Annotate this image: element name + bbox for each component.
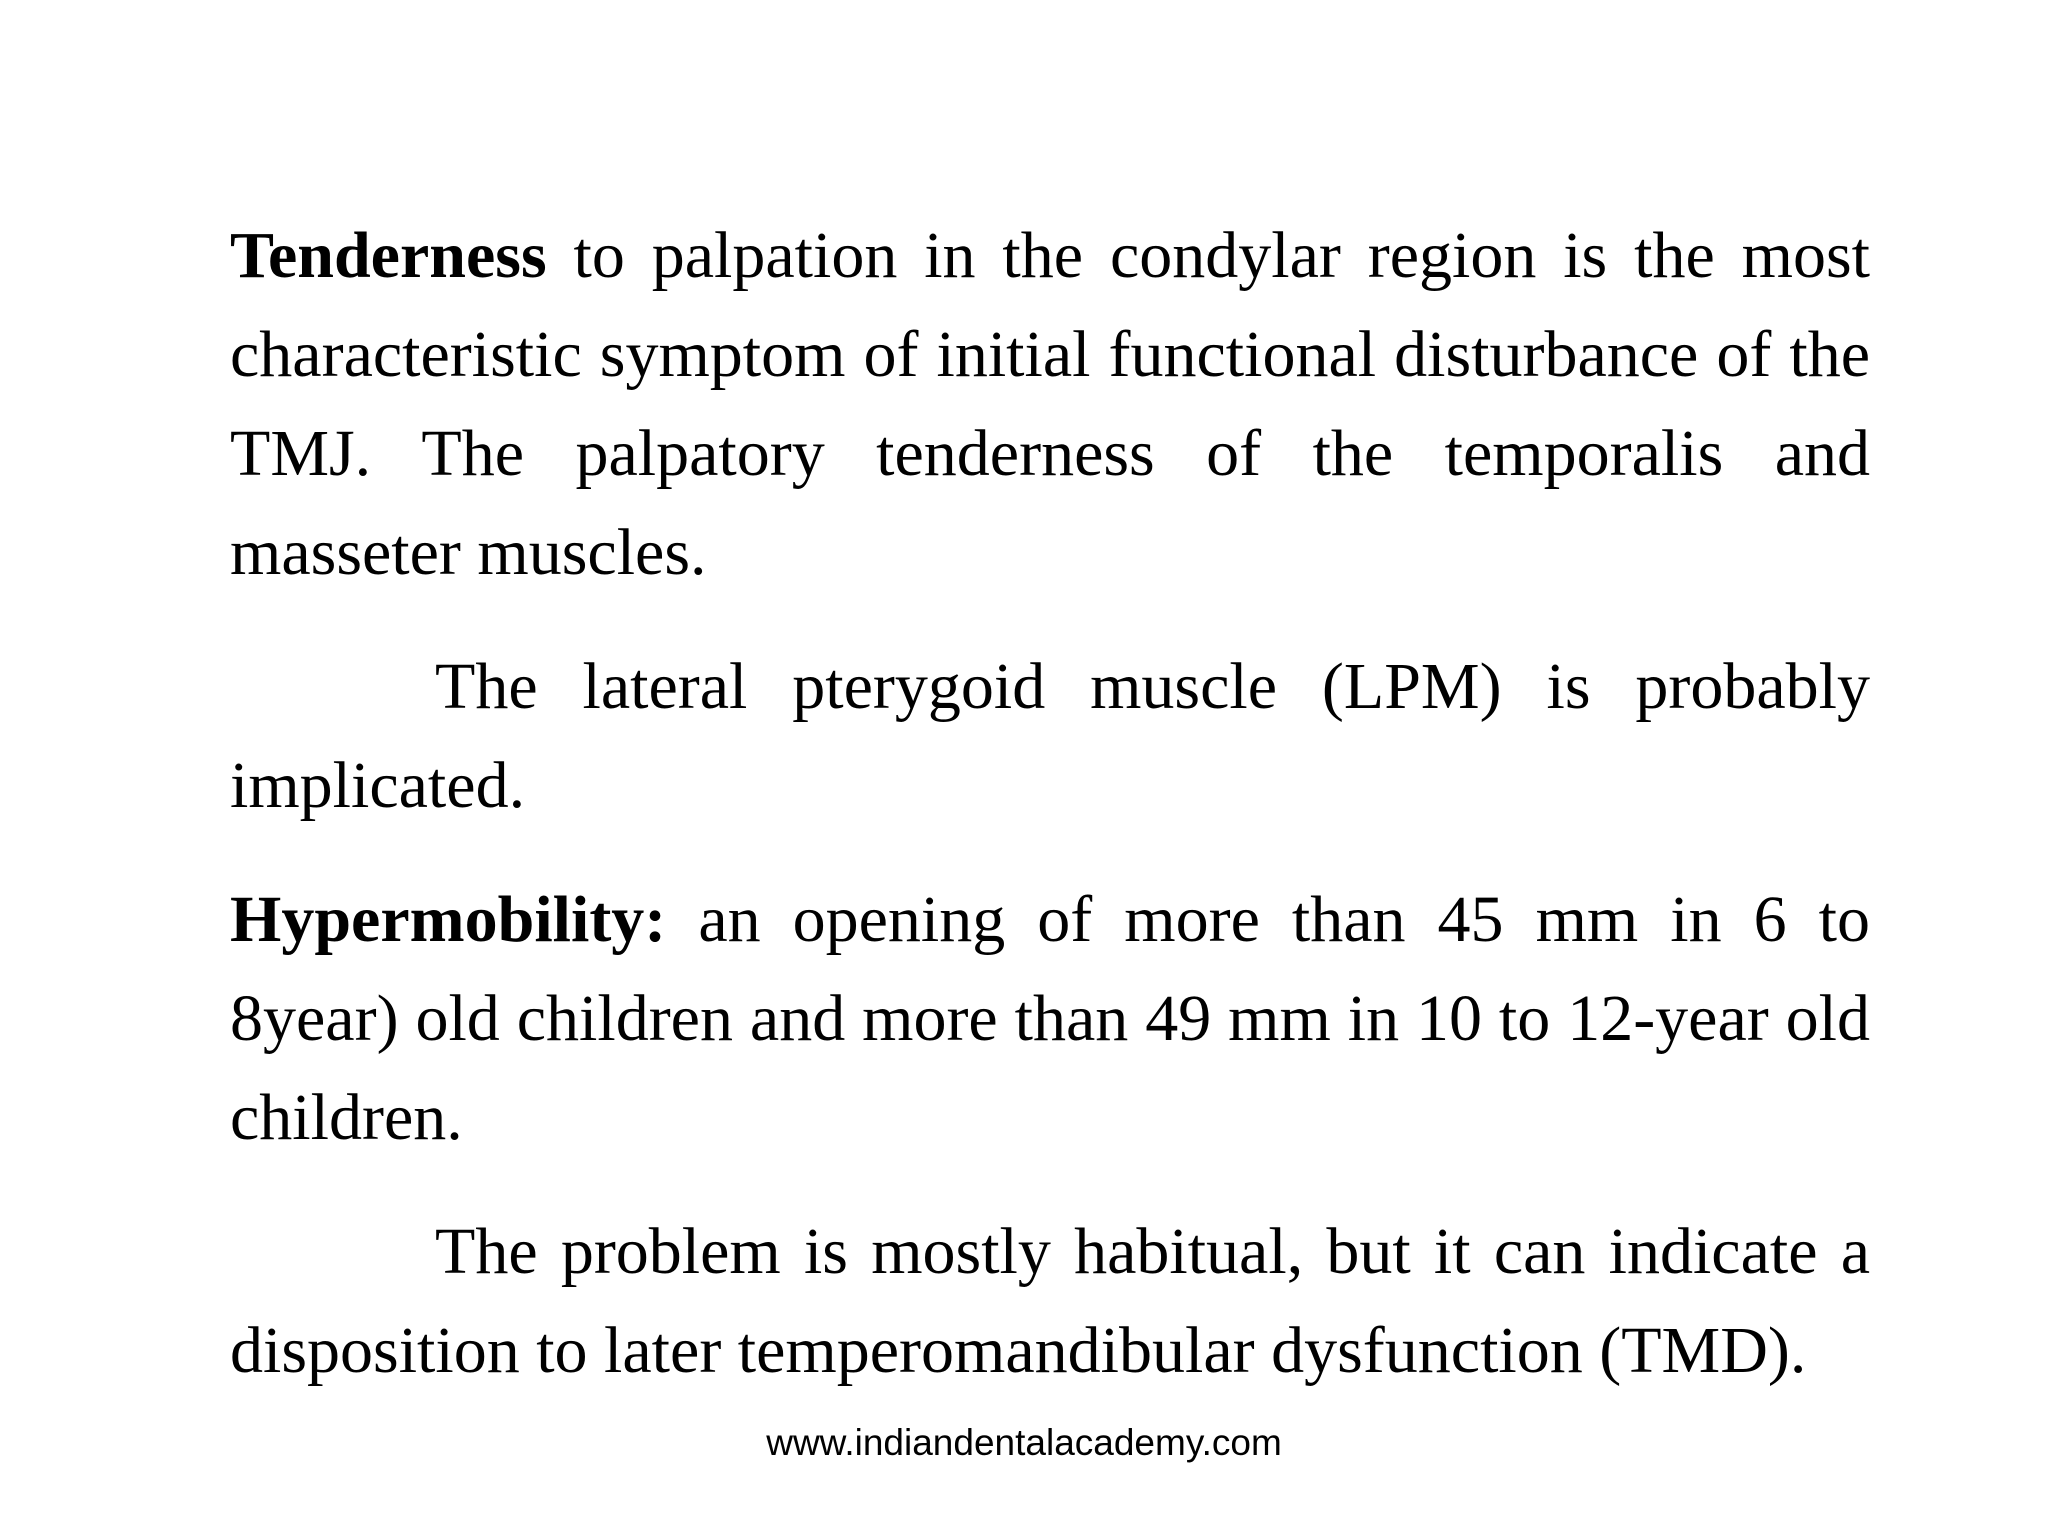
paragraph-hypermobility-text: an opening of more than 45 mm in 6 to 8year) old children and more than 49 mm in 10 to 12-year old children. bbox=[230, 883, 1870, 1154]
slide-body bbox=[230, 206, 1870, 1400]
paragraph-lateral-pterygoid: The lateral pterygoid muscle (LPM) is probably implicated. bbox=[230, 650, 1870, 822]
paragraph-hypermobility bbox=[230, 870, 1870, 1167]
paragraph-tenderness bbox=[230, 206, 1870, 602]
paragraph-habitual-problem: The problem is mostly habitual, but it can indicate a disposition to later temperomandibular dysfunction (TMD). bbox=[230, 1215, 1870, 1387]
paragraph-tenderness-text: to palpation in the condylar region is the most characteristic symptom of initial functional disturbance of the TMJ. The palpatory tenderness of the temporalis and masseter muscles. bbox=[230, 219, 1870, 589]
term-tenderness: Tenderness bbox=[230, 219, 547, 292]
term-hypermobility: Hypermobility: bbox=[230, 883, 667, 956]
footer-url: www.indiandentalacademy.com bbox=[766, 1422, 1282, 1463]
